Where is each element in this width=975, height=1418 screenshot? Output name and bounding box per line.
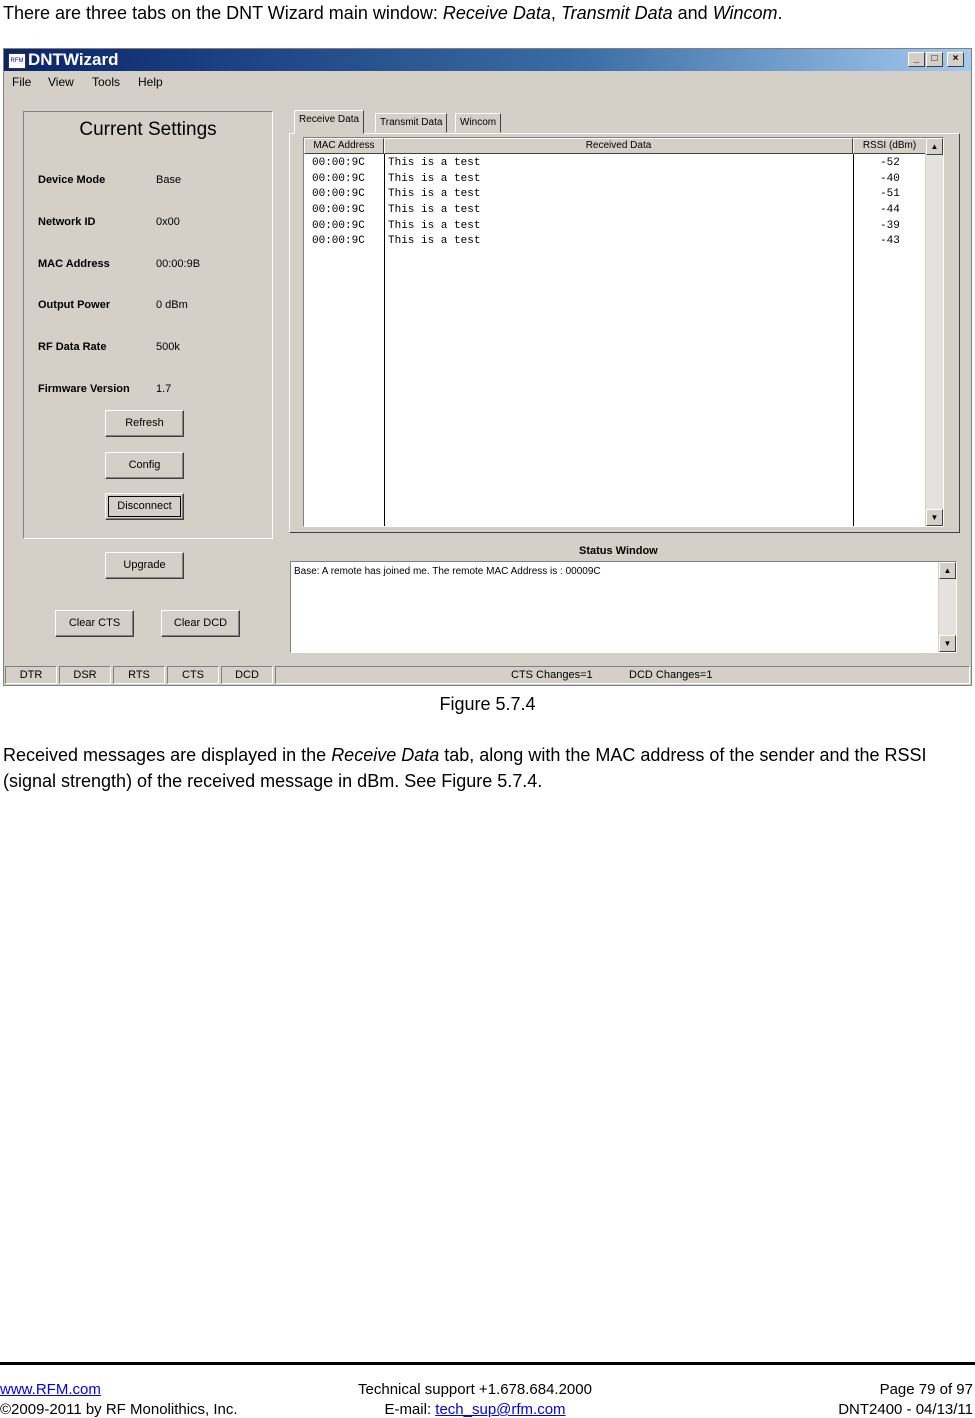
firmware-version-label: Firmware Version (38, 383, 130, 395)
column-divider (384, 154, 385, 526)
status-message: Base: A remote has joined me. The remote MAC Address is : 00009C (294, 566, 601, 577)
status-dcd: DCD (221, 666, 273, 684)
row-data: This is a test (388, 157, 481, 169)
row-mac: 00:00:9C (312, 204, 365, 216)
intro-sentence (3, 2, 783, 24)
status-window[interactable] (290, 561, 957, 653)
intro-sep1: , (550, 3, 561, 23)
intro-tab-wincom: Wincom (712, 3, 778, 23)
scroll-down-icon[interactable]: ▼ (939, 635, 956, 652)
status-changes-cell (275, 666, 970, 684)
body-paragraph (3, 742, 963, 794)
footer-email-label: E-mail: (384, 1401, 436, 1418)
row-mac: 00:00:9C (312, 173, 365, 185)
firmware-version-value: 1.7 (156, 383, 172, 395)
rf-data-rate-value: 500k (156, 341, 180, 353)
status-scrollbar[interactable] (938, 562, 956, 652)
row-rssi: -43 (880, 235, 900, 247)
title-bar[interactable] (4, 49, 971, 71)
scroll-down-icon[interactable]: ▼ (926, 509, 943, 526)
network-id-label: Network ID (38, 216, 96, 228)
tab-transmit-data[interactable]: Transmit Data (375, 113, 447, 133)
footer-rule (0, 1362, 975, 1365)
menu-view[interactable]: View (48, 75, 74, 89)
mac-address-value: 00:00:9B (156, 258, 201, 270)
network-id-value: 0x00 (156, 216, 180, 228)
row-mac: 00:00:9C (312, 188, 365, 200)
row-data: This is a test (388, 204, 481, 216)
footer-email-line (330, 1401, 620, 1418)
intro-tab-transmit: Transmit Data (560, 3, 673, 23)
menu-help[interactable]: Help (138, 75, 163, 89)
output-power-value: 0 dBm (156, 299, 188, 311)
disconnect-button[interactable]: Disconnect (105, 493, 184, 520)
menu-tools[interactable]: Tools (92, 75, 121, 89)
output-power-label: Output Power (38, 299, 111, 311)
intro-suffix: . (777, 3, 783, 23)
row-data: This is a test (388, 173, 481, 185)
footer-page-number: Page 79 of 97 (879, 1381, 973, 1398)
minimize-button[interactable]: _ (908, 52, 925, 67)
maximize-button[interactable]: □ (926, 52, 943, 67)
clear-cts-button[interactable]: Clear CTS (55, 610, 134, 637)
received-data-list[interactable] (303, 137, 944, 527)
row-mac: 00:00:9C (312, 157, 365, 169)
body-prefix: Received messages are displayed in the (3, 745, 332, 765)
tab-receive-data[interactable]: Receive Data (294, 110, 364, 134)
row-mac: 00:00:9C (312, 235, 365, 247)
status-dtr: DTR (5, 666, 57, 684)
row-rssi: -44 (880, 204, 900, 216)
cts-changes: CTS Changes=1 (511, 669, 593, 681)
refresh-button[interactable]: Refresh (105, 410, 184, 437)
column-header-rssi[interactable]: RSSI (dBm) (853, 138, 926, 154)
scroll-up-icon[interactable]: ▲ (926, 138, 943, 155)
column-header-received-data[interactable]: Received Data (384, 138, 853, 154)
config-button[interactable]: Config (105, 452, 184, 479)
status-dsr: DSR (59, 666, 111, 684)
column-header-mac[interactable]: MAC Address (304, 138, 384, 154)
intro-prefix: There are three tabs on the DNT Wizard main window: (3, 3, 443, 23)
footer-doc-id: DNT2400 - 04/13/11 (838, 1401, 973, 1418)
status-cts: CTS (167, 666, 219, 684)
dcd-changes: DCD Changes=1 (629, 669, 713, 681)
tab-wincom[interactable]: Wincom (455, 113, 501, 133)
footer-email-link[interactable]: tech_sup@rfm.com (435, 1401, 566, 1418)
column-divider (853, 154, 854, 526)
footer-website-link[interactable]: www.RFM.com (0, 1381, 101, 1398)
body-suffix: tab, along with the MAC address of the sender and the RSSI (signal strength) of the received message in dBm. See Figure 5.7.4. (3, 745, 927, 791)
body-tab-name: Receive Data (331, 745, 440, 765)
received-data-scrollbar[interactable] (925, 138, 943, 526)
row-rssi: -40 (880, 173, 900, 185)
footer-support: Technical support +1.678.684.2000 (358, 1381, 592, 1398)
device-mode-value: Base (156, 174, 182, 186)
menu-file[interactable]: File (12, 75, 32, 89)
menu-bar (4, 72, 971, 92)
footer-copyright: ©2009-2011 by RF Monolithics, Inc. (0, 1401, 238, 1418)
row-mac: 00:00:9C (312, 220, 365, 232)
scroll-up-icon[interactable]: ▲ (939, 562, 956, 579)
intro-sep2: and (672, 3, 713, 23)
clear-dcd-button[interactable]: Clear DCD (161, 610, 240, 637)
current-settings-title: Current Settings (79, 119, 217, 140)
row-data: This is a test (388, 235, 481, 247)
row-data: This is a test (388, 220, 481, 232)
row-rssi: -39 (880, 220, 900, 232)
dnt-wizard-window (3, 48, 972, 686)
device-mode-label: Device Mode (38, 174, 106, 186)
window-title: DNTWizard (28, 50, 119, 69)
rf-data-rate-label: RF Data Rate (38, 341, 107, 353)
mac-address-label: MAC Address (38, 258, 110, 270)
intro-tab-receive: Receive Data (442, 3, 551, 23)
status-window-title: Status Window (579, 545, 658, 557)
status-rts: RTS (113, 666, 165, 684)
row-rssi: -52 (880, 157, 900, 169)
status-bar (4, 663, 971, 685)
row-rssi: -51 (880, 188, 900, 200)
upgrade-button[interactable]: Upgrade (105, 552, 184, 579)
app-icon: RFM (8, 53, 26, 69)
row-data: This is a test (388, 188, 481, 200)
close-button[interactable]: × (947, 52, 964, 67)
figure-caption: Figure 5.7.4 (439, 694, 536, 714)
